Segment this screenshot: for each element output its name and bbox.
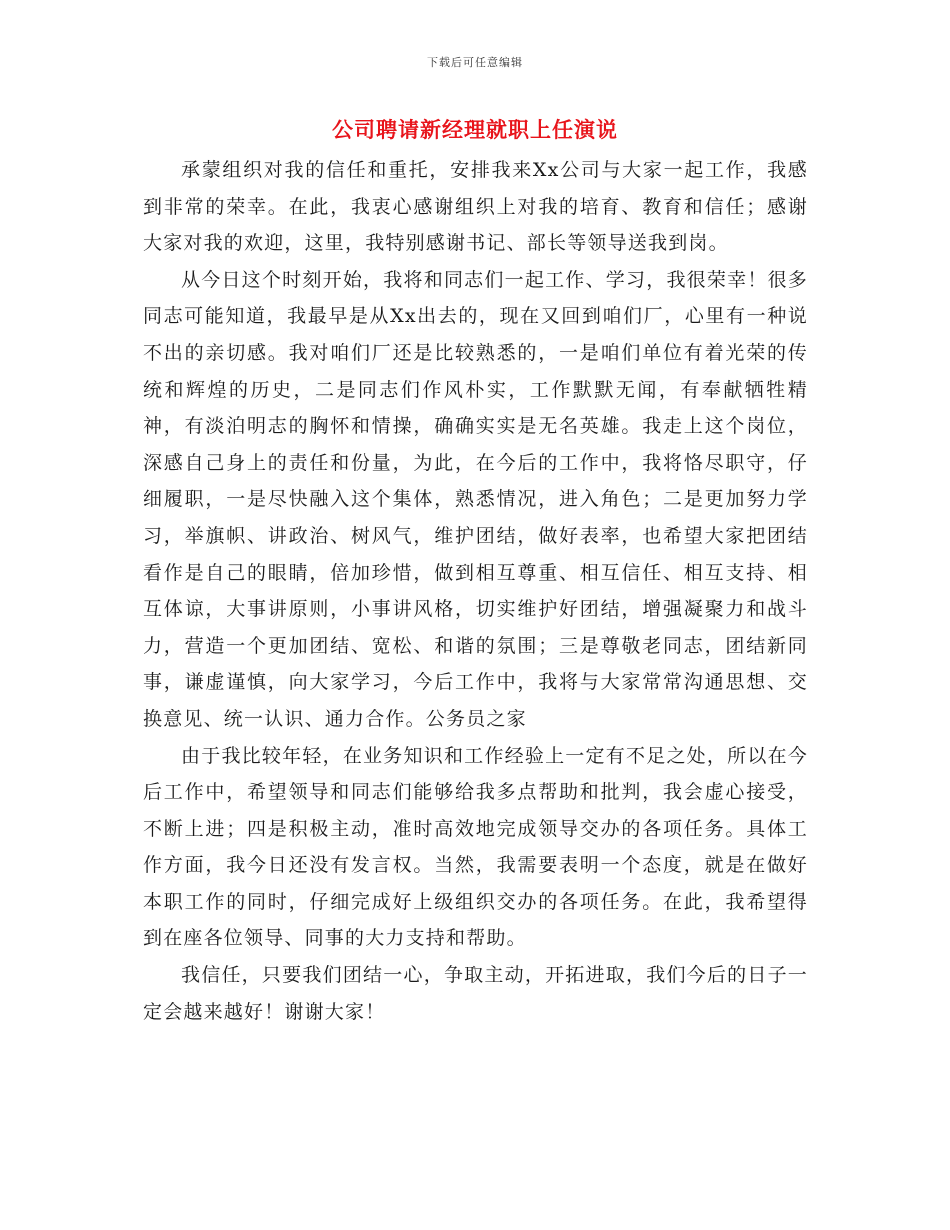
paragraph-2: 从今日这个时刻开始，我将和同志们一起工作、学习，我很荣幸！很多同志可能知道，我最早是从Xx出去的，现在又回到咱们厂，心里有一种说不出的亲切感。我对咱们厂还是比较熟悉的，一是咱们单位有着光荣的传统和辉煌的历史，二是同志们作风朴实，工作默默无闻，有奉献牺牲精神，有淡泊明志的胸怀和情操，确确实实是无名英雄。我走上这个岗位，深感自己身上的责任和份量，为此，在今后的工作中，我将恪尽职守，仔细履职，一是尽快融入这个集体，熟悉情况，进入角色；二是更加努力学习，举旗帜、讲政治、树风气，维护团结，做好表率，也希望大家把团结看作是自己的眼睛，倍加珍惜，做到相互尊重、相互信任、相互支持、相互体谅，大事讲原则，小事讲风格，切实维护好团结，增强凝聚力和战斗力，营造一个更加团结、宽松、和谐的氛围；三是尊敬老同志，团结新同事，谦虚谨慎，向大家学习，今后工作中，我将与大家常常沟通思想、交换意见、统一认识、通力合作。公务员之家	[143, 268, 808, 730]
header-note: 下载后可任意编辑	[427, 56, 523, 69]
document-body	[143, 152, 808, 1030]
paragraph-3: 由于我比较年轻，在业务知识和工作经验上一定有不足之处，所以在今后工作中，希望领导和同志们能够给我多点帮助和批判，我会虚心接受，不断上进；四是积极主动，准时高效地完成领导交办的各项任务。具体工作方面，我今日还没有发言权。当然，我需要表明一个态度，就是在做好本职工作的同时，仔细完成好上级组织交办的各项任务。在此，我希望得到在座各位领导、同事的大力支持和帮助。	[143, 744, 808, 950]
paragraph-4: 我信任，只要我们团结一心，争取主动，开拓进取，我们今后的日子一定会越来越好！谢谢大家！	[143, 964, 808, 1023]
paragraph-1: 承蒙组织对我的信任和重托，安排我来Xx公司与大家一起工作，我感到非常的荣幸。在此，我衷心感谢组织上对我的培育、教育和信任；感谢大家对我的欢迎，这里，我特别感谢书记、部长等领导送我到岗。	[143, 159, 808, 255]
document-title: 公司聘请新经理就职上任演说	[332, 117, 618, 142]
